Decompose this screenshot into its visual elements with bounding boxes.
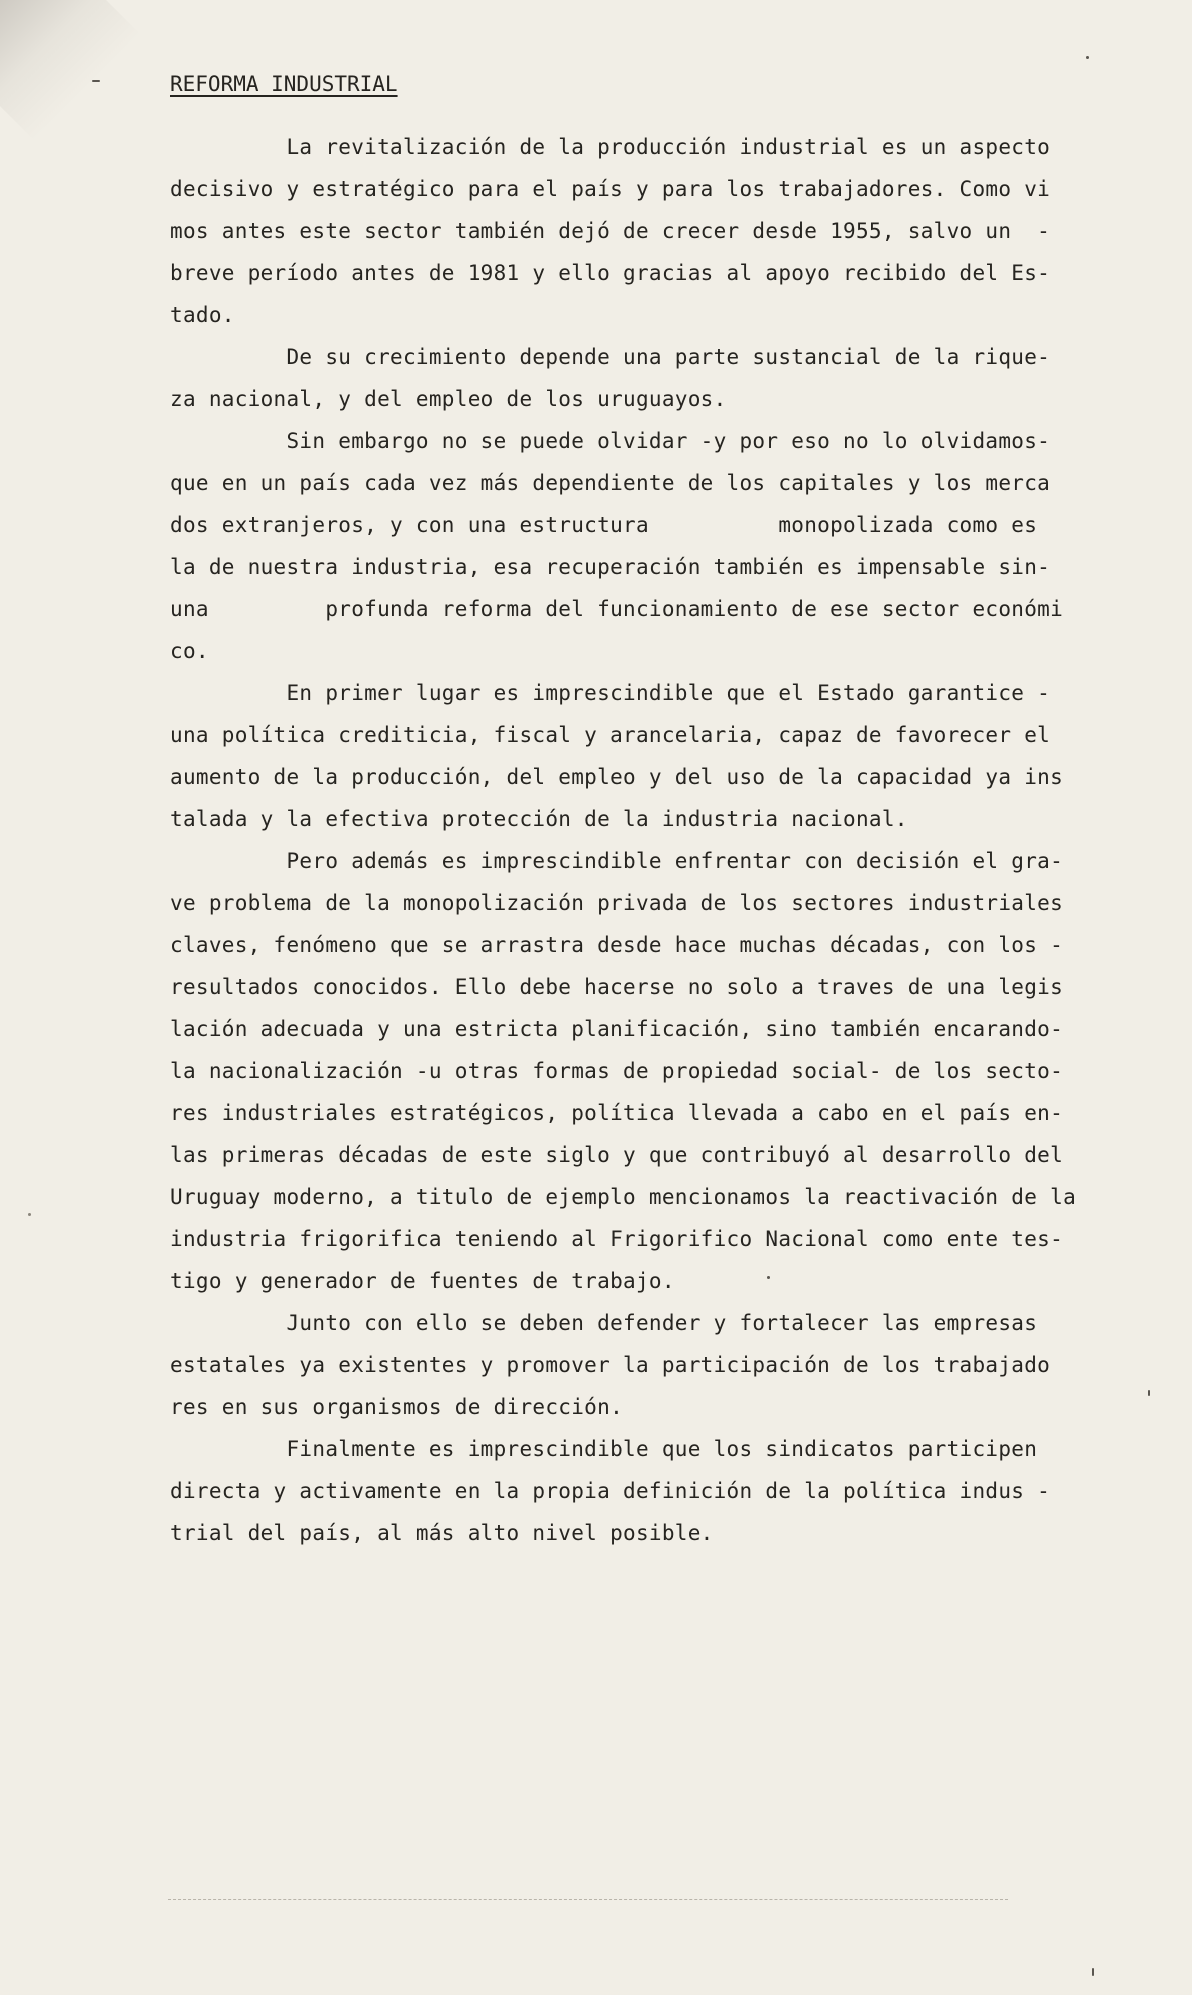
text-line: De su crecimiento depende una parte sustancial de la rique- (170, 345, 1051, 369)
text-line: claves, fenómeno que se arrastra desde hace muchas décadas, con los - (170, 933, 1064, 957)
paper-speck (1148, 1390, 1150, 1396)
text-line: dos extranjeros, y con una estructura monopolizada como es (170, 513, 1038, 537)
paragraph-1 (170, 126, 1160, 336)
text-line: En primer lugar es imprescindible que el Estado garantice - (170, 681, 1051, 705)
page-bottom-rule (168, 1899, 1008, 1900)
text-line: Pero además es imprescindible enfrentar con decisión el gra- (170, 849, 1064, 873)
paragraph-6 (170, 1302, 1160, 1428)
text-line: tigo y generador de fuentes de trabajo. (170, 1269, 675, 1293)
text-line: una política crediticia, fiscal y arancelaria, capaz de favorecer el (170, 723, 1051, 747)
paragraph-7 (170, 1428, 1160, 1554)
text-line: las primeras décadas de este siglo y que contribuyó al desarrollo del (170, 1143, 1064, 1167)
paper-speck (767, 1276, 770, 1279)
text-line: que en un país cada vez más dependiente de los capitales y los merca (170, 471, 1051, 495)
text-line: Finalmente es imprescindible que los sindicatos participen (170, 1437, 1038, 1461)
paper-speck (1092, 1968, 1094, 1976)
text-line: Junto con ello se deben defender y fortalecer las empresas (170, 1311, 1038, 1335)
text-line: co. (170, 639, 209, 663)
text-line: una profunda reforma del funcionamiento de ese sector económi (170, 597, 1064, 621)
paper-speck (1086, 56, 1089, 59)
text-line: La revitalización de la producción industrial es un aspecto (170, 135, 1051, 159)
text-line: resultados conocidos. Ello debe hacerse no solo a traves de una legis (170, 975, 1064, 999)
paper-speck (28, 1213, 31, 1216)
paragraph-3 (170, 420, 1160, 672)
text-line: za nacional, y del empleo de los uruguayos. (170, 387, 727, 411)
text-line: la nacionalización -u otras formas de propiedad social- de los secto- (170, 1059, 1064, 1083)
text-line: mos antes este sector también dejó de crecer desde 1955, salvo un - (170, 219, 1051, 243)
text-line: aumento de la producción, del empleo y del uso de la capacidad ya ins (170, 765, 1064, 789)
page-corner-shadow (0, 0, 141, 141)
paragraph-5 (170, 840, 1160, 1302)
text-line: breve período antes de 1981 y ello gracias al apoyo recibido del Es- (170, 261, 1051, 285)
text-line: Uruguay moderno, a titulo de ejemplo mencionamos la reactivación de la (170, 1185, 1077, 1209)
text-line: lación adecuada y una estricta planificación, sino también encarando- (170, 1017, 1064, 1041)
text-line: res en sus organismos de dirección. (170, 1395, 624, 1419)
text-line: decisivo y estratégico para el país y para los trabajadores. Como vi (170, 177, 1051, 201)
text-line: ve problema de la monopolización privada de los sectores industriales (170, 891, 1064, 915)
paper-speck (92, 80, 100, 82)
text-line: Sin embargo no se puede olvidar -y por eso no lo olvidamos- (170, 429, 1051, 453)
text-line: la de nuestra industria, esa recuperación también es impensable sin- (170, 555, 1051, 579)
paragraph-4 (170, 672, 1160, 840)
text-line: res industriales estratégicos, política llevada a cabo en el país en- (170, 1101, 1064, 1125)
text-line: industria frigorifica teniendo al Frigorifico Nacional como ente tes- (170, 1227, 1064, 1251)
text-line: trial del país, al más alto nivel posible. (170, 1521, 714, 1545)
page-title: REFORMA INDUSTRIAL (170, 72, 398, 96)
document-body (170, 126, 1160, 1554)
text-line: tado. (170, 303, 235, 327)
paragraph-2 (170, 336, 1160, 420)
text-line: estatales ya existentes y promover la participación de los trabajado (170, 1353, 1051, 1377)
text-line: directa y activamente en la propia definición de la política indus - (170, 1479, 1051, 1503)
text-line: talada y la efectiva protección de la industria nacional. (170, 807, 908, 831)
